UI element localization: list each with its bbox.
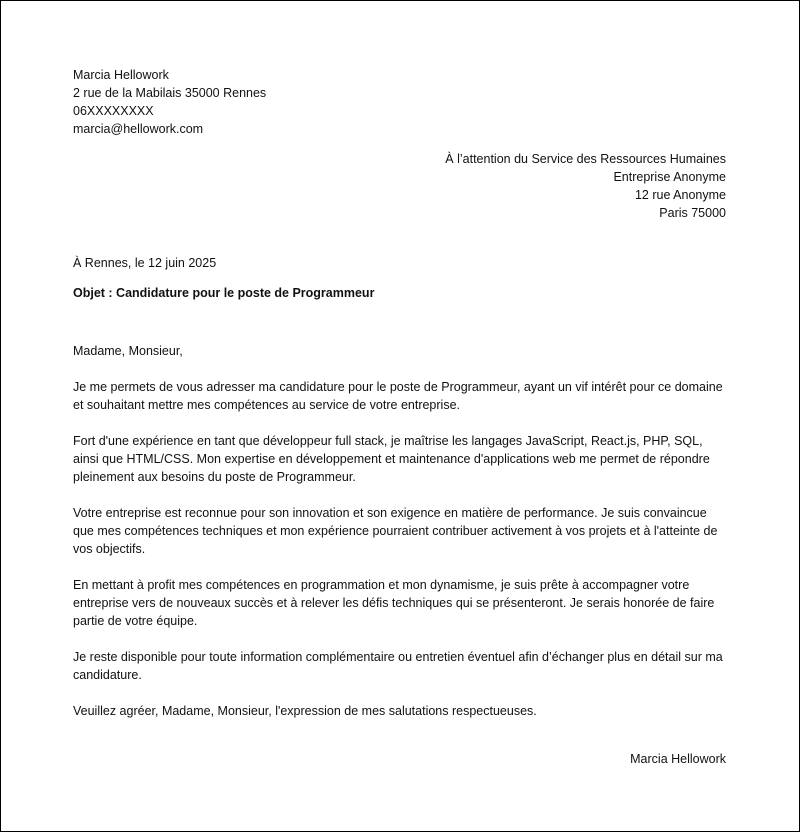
sender-block (73, 66, 473, 138)
recipient-street: 12 rue Anonyme (634, 188, 726, 202)
subject-line: Objet : Candidature pour le poste de Programmeur (73, 286, 375, 300)
body-paragraph: Fort d'une expérience en tant que développeur full stack, je maîtrise les langages JavaScript, React.js, PHP, SQL, ainsi que HTML/CSS. Mon expertise en développement et maintenance d'applications web me permet de répondre pleinement aux besoins du poste de Programmeur. (73, 434, 710, 484)
signature: Marcia Hellowork (630, 752, 726, 766)
sender-address: 2 rue de la Mabilais 35000 Rennes (73, 86, 267, 100)
letter-body (73, 342, 729, 738)
sender-email: marcia@hellowork.com (73, 122, 204, 136)
body-paragraph: Je reste disponible pour toute information complémentaire ou entretien éventuel afin d’échanger plus en détail sur ma candidature. (73, 650, 723, 682)
date-line: À Rennes, le 12 juin 2025 (73, 256, 217, 270)
body-paragraph: En mettant à profit mes compétences en programmation et mon dynamisme, je suis prête à accompagner votre entreprise vers de nouveaux succès et à relever les défis techniques qui se présenteront. Je serais honorée de faire partie de votre équipe. (73, 578, 715, 628)
body-paragraph: Votre entreprise est reconnue pour son innovation et son exigence en matière de performance. Je suis convaincue que mes compétences techniques et mon expérience pourraient contribuer activement à vos projets et à l'atteinte de vos objectifs. (73, 506, 718, 556)
sender-name: Marcia Hellowork (73, 68, 169, 82)
closing-paragraph: Veuillez agréer, Madame, Monsieur, l'expression de mes salutations respectueuses. (73, 704, 537, 718)
recipient-attention: À l’attention du Service des Ressources Humaines (445, 152, 726, 166)
recipient-block (226, 150, 726, 222)
recipient-city: Paris 75000 (659, 206, 726, 220)
sender-phone: 06XXXXXXXX (73, 104, 154, 118)
body-paragraph: Je me permets de vous adresser ma candidature pour le poste de Programmeur, ayant un vif intérêt pour ce domaine et souhaitant mettre mes compétences au service de votre entreprise. (73, 380, 723, 412)
recipient-company: Entreprise Anonyme (613, 170, 726, 184)
salutation: Madame, Monsieur, (73, 344, 183, 358)
